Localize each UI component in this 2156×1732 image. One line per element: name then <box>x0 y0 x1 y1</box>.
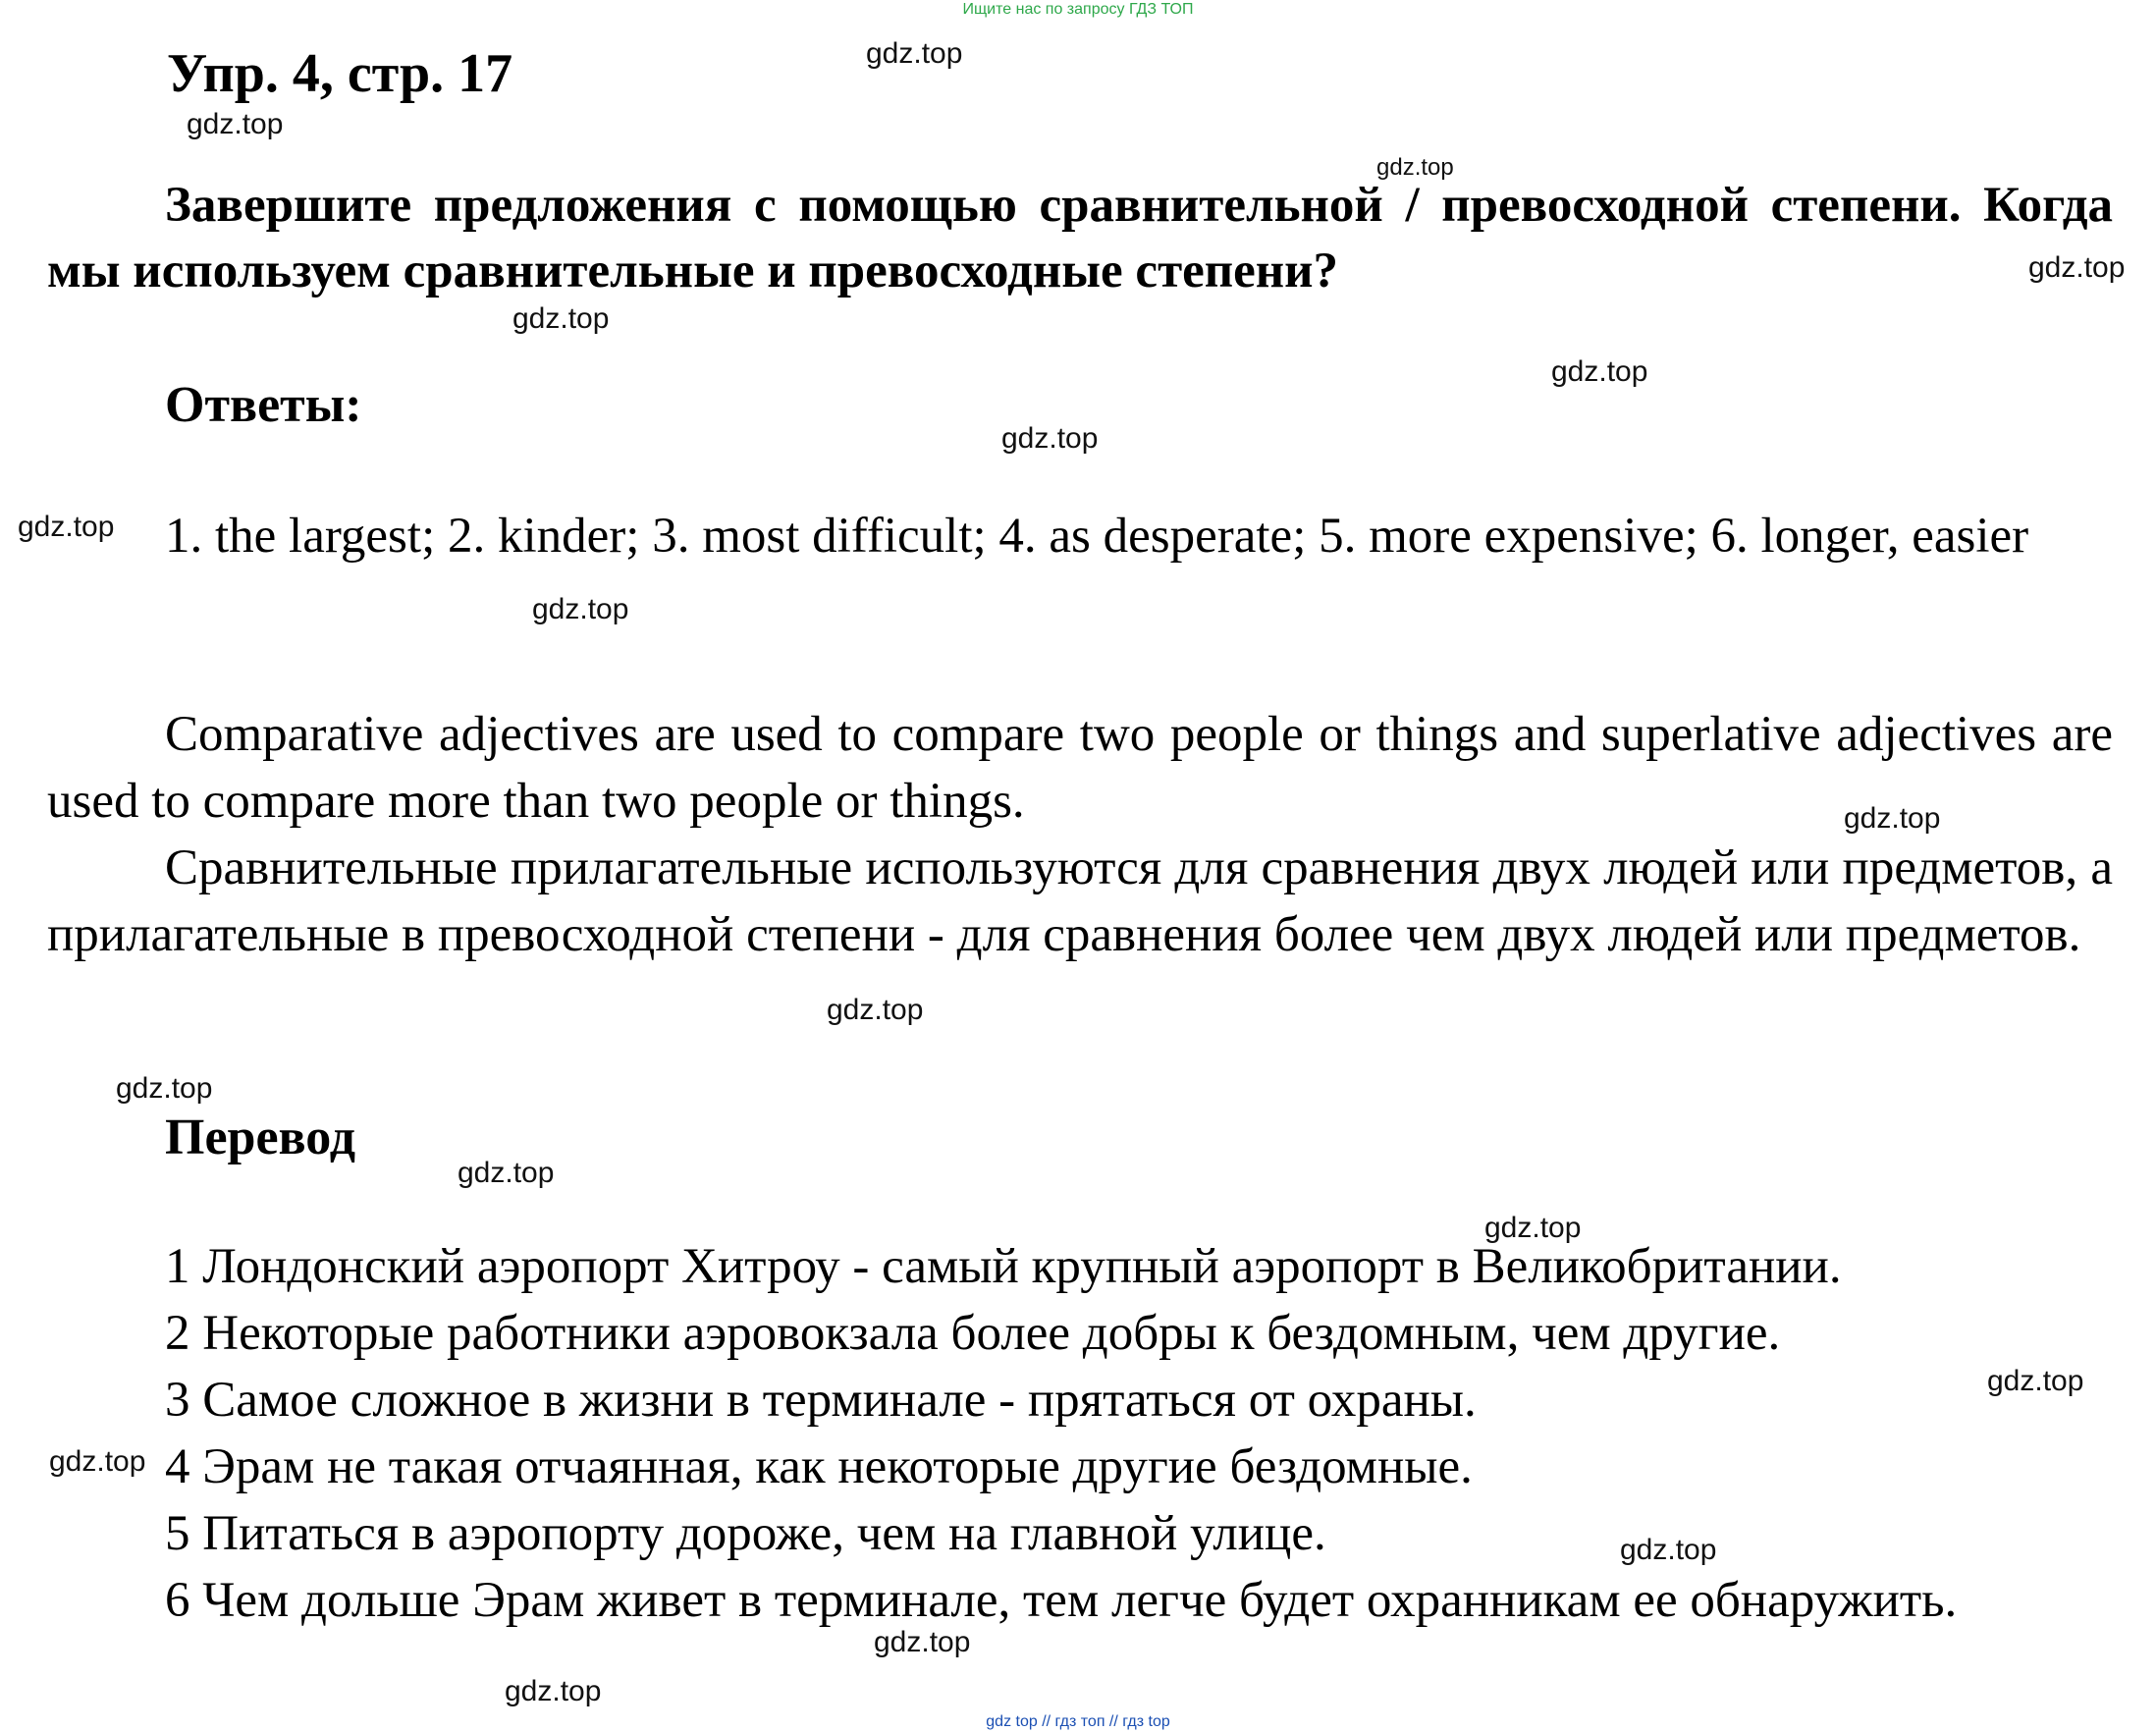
answers-heading: Ответы: <box>165 377 362 433</box>
watermark: gdz.top <box>18 511 115 543</box>
exercise-title: Упр. 4, стр. 17 <box>167 43 513 104</box>
watermark: gdz.top <box>512 302 610 335</box>
explanation-english: Comparative adjectives are used to compare two people or things and superlative adjectives are used to compare more than two people or things. <box>47 707 2113 829</box>
watermark: gdz.top <box>187 108 284 140</box>
translation-line-5: 5 Питаться в аэропорту дороже, чем на главной улице. <box>165 1506 1326 1561</box>
watermark: gdz.top <box>505 1675 602 1707</box>
bottom-banner[interactable]: gdz top // гдз топ // гдз top <box>986 1713 1170 1730</box>
task-text: Завершите предложения с помощью сравнительной / превосходной степени. Когда мы используем сравнительные и превосходные степени? <box>47 178 2113 298</box>
watermark: gdz.top <box>532 593 629 625</box>
watermark: gdz.top <box>1484 1212 1582 1244</box>
watermark: gdz.top <box>874 1626 971 1658</box>
translation-line-1: 1 Лондонский аэропорт Хитроу - самый крупный аэропорт в Великобритании. <box>165 1239 1842 1294</box>
translation-line-6: 6 Чем дольше Эрам живет в терминале, тем легче будет охранникам ее обнаружить. <box>165 1573 1958 1628</box>
watermark: gdz.top <box>1844 802 1941 835</box>
watermark: gdz.top <box>1376 154 1454 181</box>
translation-heading: Перевод <box>165 1110 356 1165</box>
answers-text: 1. the largest; 2. kinder; 3. most difficult; 4. as desperate; 5. more expensive; 6. longer, easier <box>165 509 2029 564</box>
watermark: gdz.top <box>1620 1534 1717 1566</box>
watermark: gdz.top <box>1551 355 1648 388</box>
watermark: gdz.top <box>2028 251 2126 284</box>
translation-line-3: 3 Самое сложное в жизни в терминале - прятаться от охраны. <box>165 1373 1477 1428</box>
watermark: gdz.top <box>49 1445 146 1478</box>
watermark: gdz.top <box>1001 422 1099 455</box>
watermark: gdz.top <box>1987 1365 2084 1397</box>
explanation-russian: Сравнительные прилагательные используются для сравнения двух людей или предметов, а прилагательные в превосходной степени - для сравнения более чем двух людей или предметов. <box>47 840 2113 962</box>
watermark: gdz.top <box>116 1072 213 1105</box>
watermark: gdz.top <box>458 1157 555 1189</box>
translation-line-4: 4 Эрам не такая отчаянная, как некоторые другие бездомные. <box>165 1439 1473 1494</box>
watermark: gdz.top <box>827 994 924 1026</box>
top-banner[interactable]: Ищите нас по запросу ГДЗ ТОП <box>962 1 1194 18</box>
translation-line-2: 2 Некоторые работники аэровокзала более добры к бездомным, чем другие. <box>165 1306 1781 1361</box>
watermark: gdz.top <box>866 37 963 70</box>
